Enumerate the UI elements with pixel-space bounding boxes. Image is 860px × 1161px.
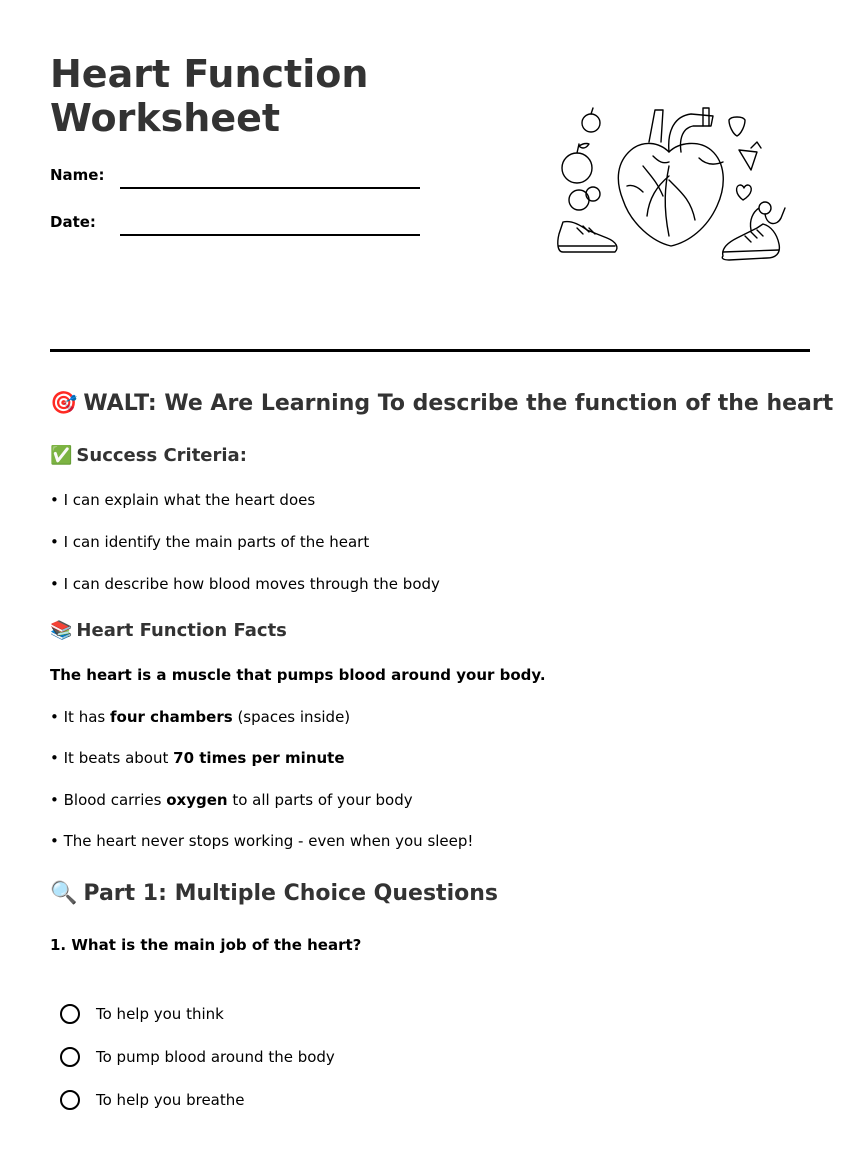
apple-icon: [582, 108, 600, 132]
answer-option[interactable]: [60, 1001, 224, 1027]
apple-icon: [569, 187, 600, 210]
radio-button[interactable]: [60, 1004, 80, 1024]
name-field[interactable]: [120, 187, 420, 189]
worksheet-title: [50, 52, 368, 140]
fact-item: • The heart never stops working - even when you sleep!: [50, 832, 474, 850]
answer-option[interactable]: [60, 1087, 244, 1113]
option-label: To help you breathe: [96, 1091, 245, 1109]
target-icon: 🎯: [50, 391, 78, 416]
success-item: • I can identify the main parts of the heart: [50, 533, 370, 551]
option-label: To help you think: [96, 1005, 224, 1023]
small-heart-icon: [737, 185, 752, 200]
title-line-2: Worksheet: [50, 96, 281, 140]
sneaker-icon: [558, 221, 617, 252]
heart-illustration: [553, 96, 788, 268]
strawberry-icon: [729, 117, 745, 136]
magnifying-glass-icon: 🔍: [50, 881, 78, 906]
success-criteria-heading: ✅ Success Criteria:: [50, 445, 247, 466]
facts-intro: The heart is a muscle that pumps blood around your body.: [50, 666, 546, 684]
option-label: To pump blood around the body: [96, 1048, 335, 1066]
success-item: • I can explain what the heart does: [50, 491, 316, 509]
check-mark-icon: ✅: [50, 445, 73, 466]
fact-item: • It has four chambers (spaces inside): [50, 708, 351, 726]
radio-button[interactable]: [60, 1047, 80, 1067]
walt-heading: 🎯 WALT: We Are Learning To describe the function of the heart: [50, 391, 834, 416]
name-label: Name:: [50, 166, 105, 184]
facts-heading: 📚 Heart Function Facts: [50, 620, 287, 641]
carrot-icon: [739, 142, 761, 170]
date-label: Date:: [50, 213, 96, 231]
section-divider: [50, 349, 810, 352]
anatomical-heart-icon: [618, 143, 723, 246]
radio-button[interactable]: [60, 1090, 80, 1110]
part1-heading: 🔍 Part 1: Multiple Choice Questions: [50, 881, 498, 906]
fact-item: • Blood carries oxygen to all parts of your body: [50, 791, 413, 809]
books-icon: 📚: [50, 620, 73, 641]
success-item: • I can describe how blood moves through the body: [50, 575, 440, 593]
fact-item: • It beats about 70 times per minute: [50, 749, 345, 767]
date-field[interactable]: [120, 234, 420, 236]
title-line-1: Heart Function: [50, 52, 369, 96]
apple-icon: [562, 144, 592, 184]
answer-option[interactable]: [60, 1044, 335, 1070]
question-1: 1. What is the main job of the heart?: [50, 936, 362, 954]
